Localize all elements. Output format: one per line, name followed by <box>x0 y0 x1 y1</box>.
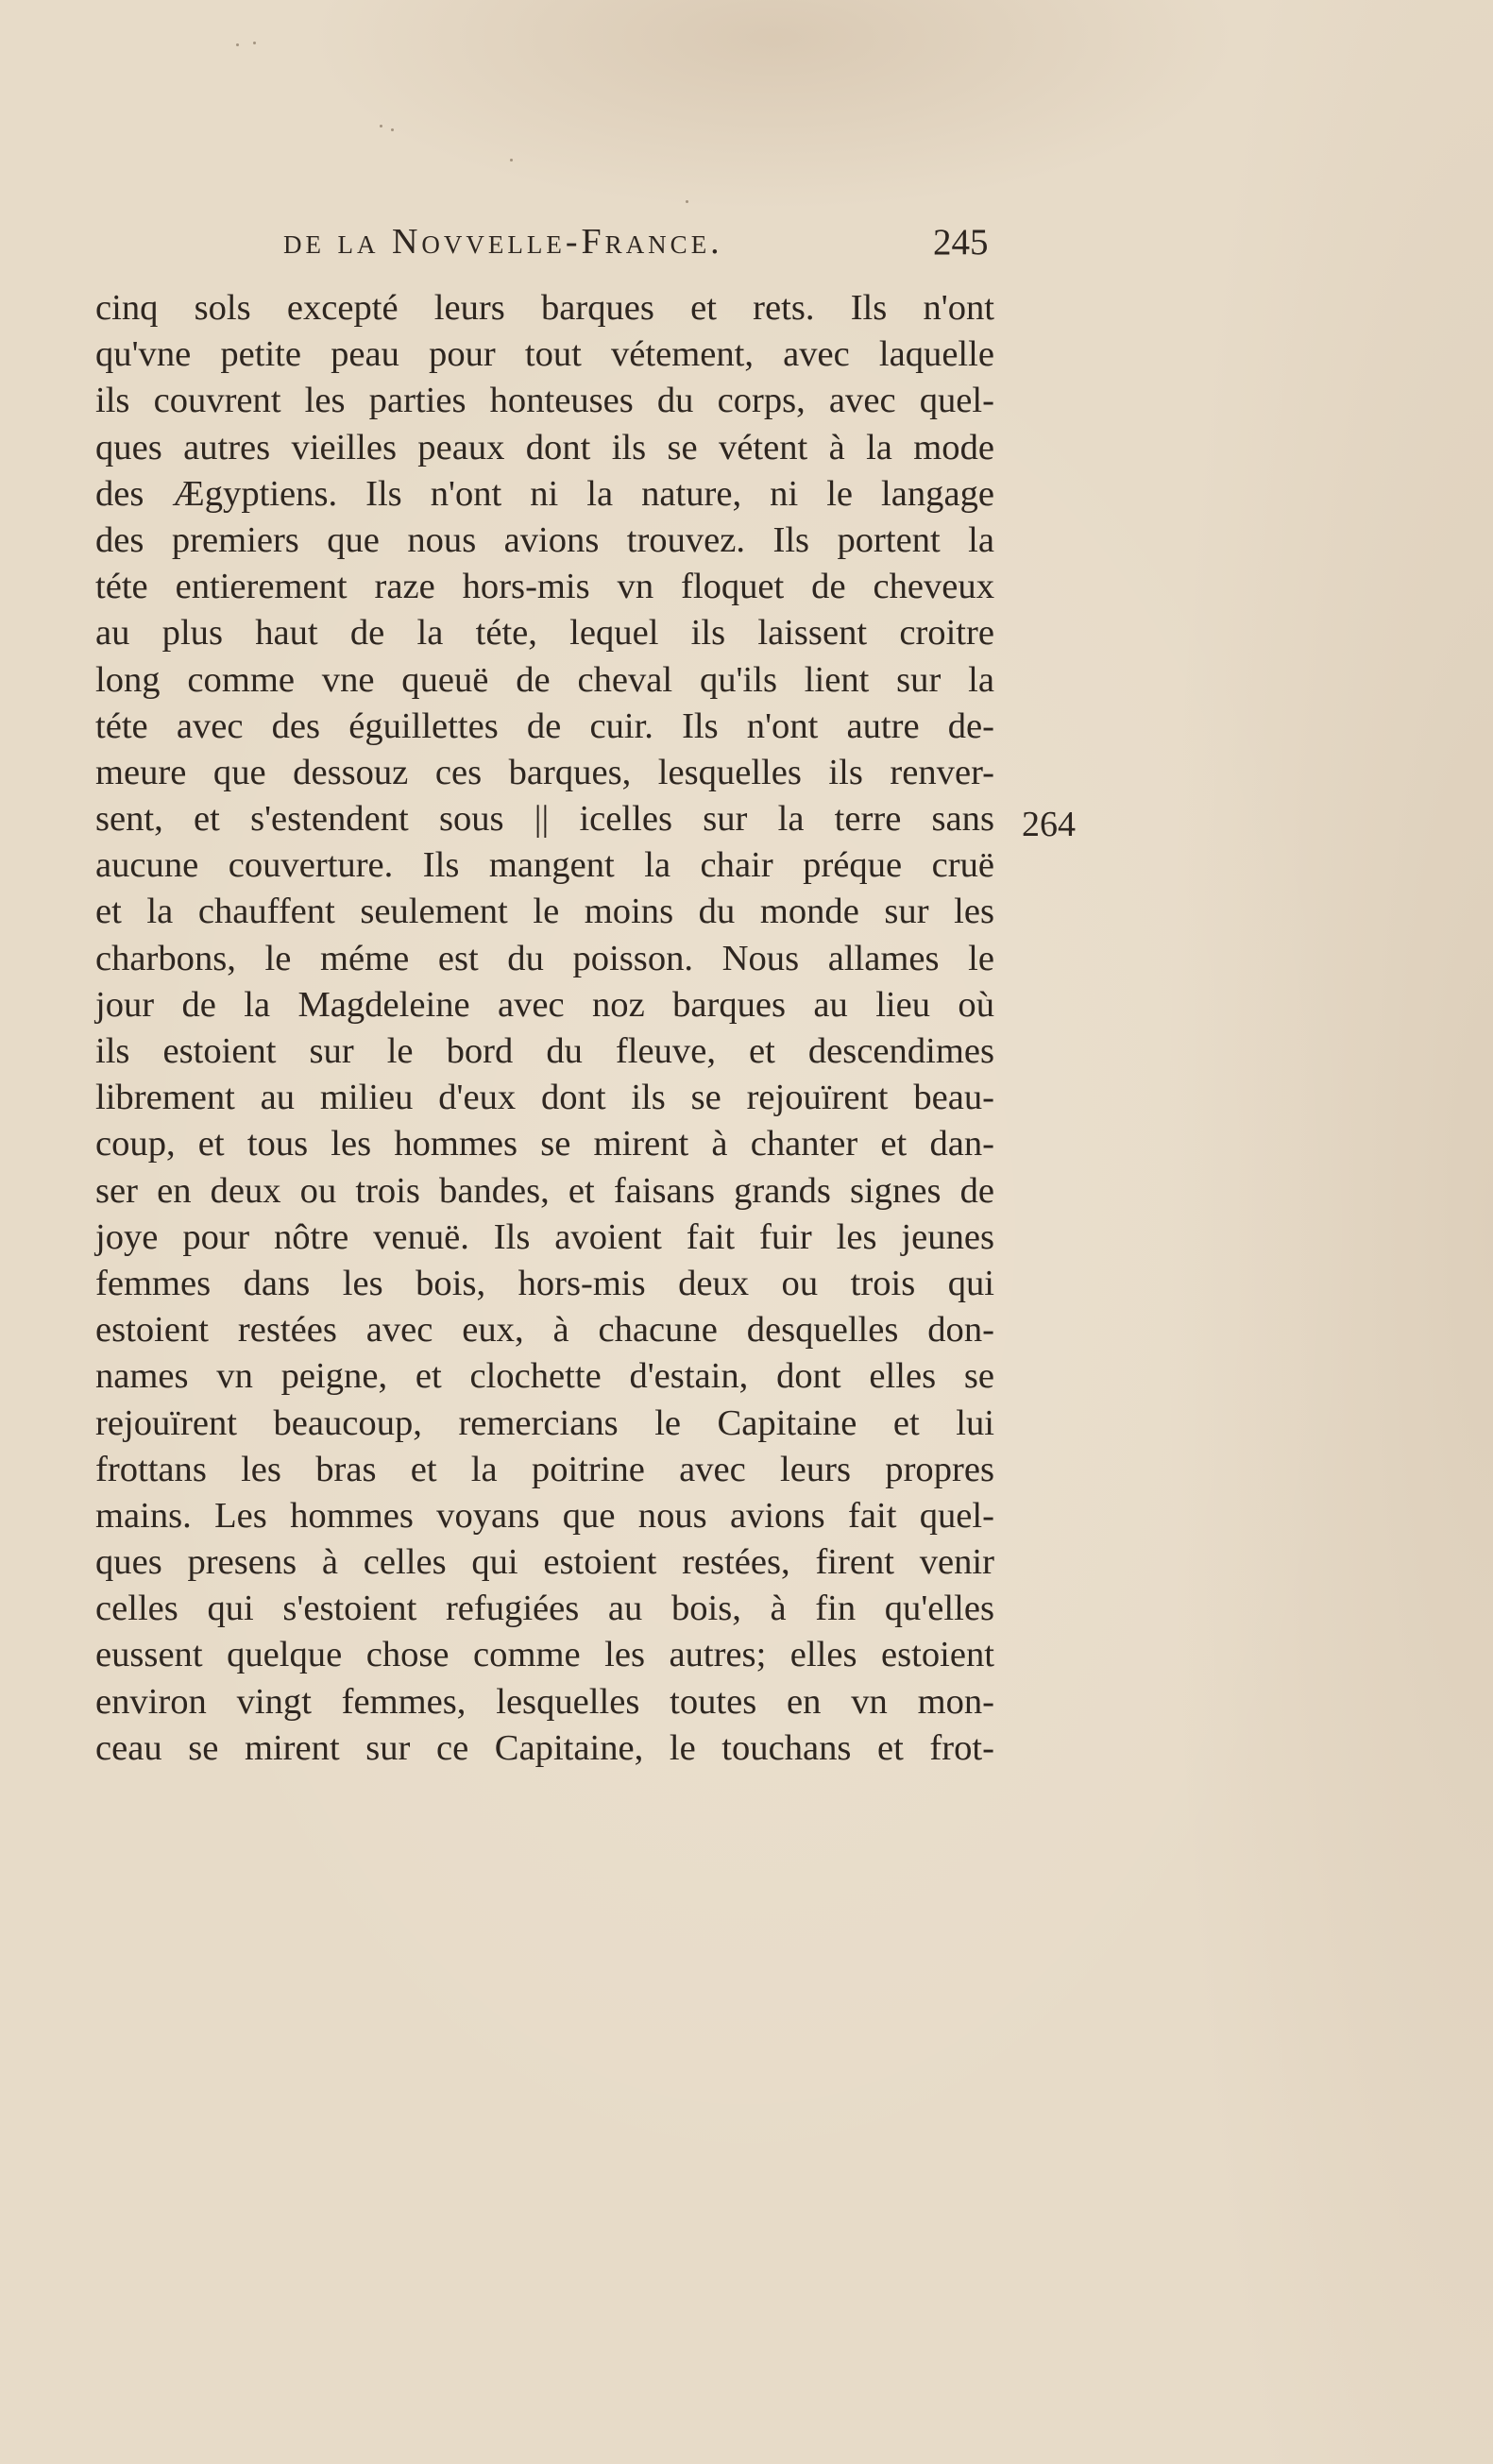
paper-speck <box>236 43 239 46</box>
text-line: cinq sols excepté leurs barques et rets. Ils n'ont <box>95 288 994 328</box>
text-line: rejouïrent beaucoup, remercians le Capitaine et lui <box>95 1402 994 1443</box>
page-number: 245 <box>933 222 989 263</box>
text-line: des premiers que nous avions trouvez. Ils portent la <box>95 519 994 560</box>
text-line: téte entierement raze hors-mis vn floquet de cheveux <box>95 567 994 607</box>
text-line: femmes dans les bois, hors-mis deux ou trois qui <box>95 1263 994 1303</box>
text-line: ceau se mirent sur ce Capitaine, le touchans et frot- <box>95 1727 994 1768</box>
text-line: ques presens à celles qui estoient restées, firent venir <box>95 1542 994 1583</box>
text-line: joye pour nôtre venuë. Ils avoient fait fuir les jeunes <box>95 1216 994 1257</box>
text-line: celles qui s'estoient refugiées au bois, à fin qu'elles <box>95 1589 994 1629</box>
text-line: des Ægyptiens. Ils n'ont ni la nature, ni le langage <box>95 473 994 514</box>
paper-speck <box>686 200 688 203</box>
margin-page-reference: 264 <box>1022 805 1076 844</box>
body-text <box>95 285 994 1772</box>
text-line: frottans les bras et la poitrine avec leurs propres <box>95 1449 994 1489</box>
text-line: long comme vne queuë de cheval qu'ils lient sur la <box>95 659 994 700</box>
text-line: aucune couverture. Ils mangent la chair préque cruë <box>95 845 994 886</box>
paper-speck <box>380 125 382 127</box>
text-line: sent, et s'estendent sous || icelles sur la terre sans <box>95 799 994 840</box>
running-head <box>283 221 1001 268</box>
text-line: charbons, le méme est du poisson. Nous allames le <box>95 938 994 978</box>
text-line: et la chauffent seulement le moins du monde sur les <box>95 892 994 932</box>
paper-speck <box>391 128 394 131</box>
text-line: ils estoient sur le bord du fleuve, et descendimes <box>95 1031 994 1071</box>
text-line: ils couvrent les parties honteuses du corps, avec quel- <box>95 381 994 421</box>
text-line: au plus haut de la téte, lequel ils laissent croitre <box>95 613 994 654</box>
paper-speck <box>253 42 256 44</box>
text-line: eussent quelque chose comme les autres; elles estoient <box>95 1635 994 1675</box>
running-title: de la Novvelle-France. <box>283 222 723 262</box>
text-line: mains. Les hommes voyans que nous avions fait quel- <box>95 1495 994 1536</box>
text-line: qu'vne petite peau pour tout vétement, avec laquelle <box>95 334 994 375</box>
text-line: estoient restées avec eux, à chacune desquelles don- <box>95 1310 994 1351</box>
text-line: meure que dessouz ces barques, lesquelles ils renver- <box>95 752 994 792</box>
text-line: téte avec des éguillettes de cuir. Ils n'ont autre de- <box>95 705 994 746</box>
text-line: ser en deux ou trois bandes, et faisans grands signes de <box>95 1170 994 1211</box>
text-line: jour de la Magdeleine avec noz barques au lieu où <box>95 984 994 1025</box>
text-line: coup, et tous les hommes se mirent à chanter et dan- <box>95 1124 994 1164</box>
paper-speck <box>510 159 513 161</box>
text-line: librement au milieu d'eux dont ils se rejouïrent beau- <box>95 1078 994 1118</box>
text-line: names vn peigne, et clochette d'estain, dont elles se <box>95 1356 994 1397</box>
text-line: environ vingt femmes, lesquelles toutes en vn mon- <box>95 1681 994 1722</box>
text-line: ques autres vieilles peaux dont ils se vétent à la mode <box>95 427 994 467</box>
